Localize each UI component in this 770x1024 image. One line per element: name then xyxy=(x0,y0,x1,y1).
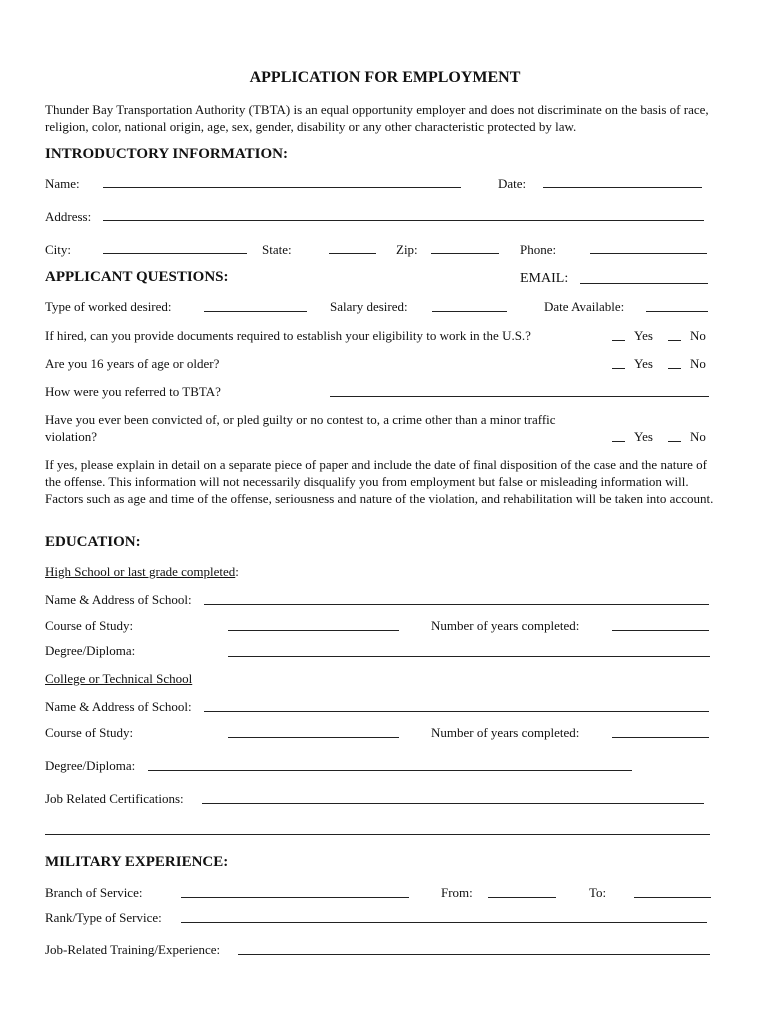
address-field[interactable] xyxy=(103,220,704,221)
certifications-field[interactable] xyxy=(202,803,704,804)
date-field[interactable] xyxy=(543,187,702,188)
convicted-yes-label: Yes xyxy=(634,429,653,444)
hs-degree-field[interactable] xyxy=(228,656,710,657)
convicted-no-blank[interactable] xyxy=(668,441,681,442)
college-degree-field[interactable] xyxy=(148,770,632,771)
explain-note: If yes, please explain in detail on a separate piece of paper and include the date of final disposition of the case and the nature of the offense. This information will not necessarily disqualify you from employment but false or misleading information will. Factors such as age and time of the offense, seriousness and nature of the violation, and rehabilitation will be taken into account. xyxy=(45,457,714,506)
college-school-field[interactable] xyxy=(204,711,709,712)
form-title: APPLICATION FOR EMPLOYMENT xyxy=(249,69,521,86)
college-years-label: Number of years completed: xyxy=(431,725,580,740)
work-type-label: Type of worked desired: xyxy=(45,299,172,314)
from-field[interactable] xyxy=(488,897,556,898)
documents-no-label: No xyxy=(690,328,706,343)
date-label: Date: xyxy=(498,176,527,191)
zip-label: Zip: xyxy=(396,242,418,257)
state-field[interactable] xyxy=(329,253,376,254)
age-yes-label: Yes xyxy=(634,356,653,371)
college-course-label: Course of Study: xyxy=(45,725,134,740)
high-school-heading: High School or last grade completed: xyxy=(45,564,239,579)
phone-field[interactable] xyxy=(590,253,707,254)
to-label: To: xyxy=(589,885,607,900)
documents-question: If hired, can you provide documents required to establish your eligibility to work in the U.S.? xyxy=(45,328,531,343)
zip-field[interactable] xyxy=(431,253,499,254)
address-label: Address: xyxy=(45,209,92,224)
training-label: Job-Related Training/Experience: xyxy=(45,942,221,957)
referred-question: How were you referred to TBTA? xyxy=(45,384,221,399)
age-no-blank[interactable] xyxy=(668,368,681,369)
work-type-field[interactable] xyxy=(204,311,307,312)
convicted-question: Have you ever been convicted of, or pled guilty or no contest to, a crime other than a minor traffic violation? xyxy=(45,412,556,444)
hs-school-field[interactable] xyxy=(204,604,709,605)
college-school-label: Name & Address of School: xyxy=(45,699,192,714)
from-label: From: xyxy=(441,885,473,900)
branch-field[interactable] xyxy=(181,897,409,898)
state-label: State: xyxy=(262,242,292,257)
intro-heading: INTRODUCTORY INFORMATION: xyxy=(45,146,288,162)
rank-label: Rank/Type of Service: xyxy=(45,910,162,925)
training-field[interactable] xyxy=(238,954,710,955)
documents-yes-blank[interactable] xyxy=(612,340,625,341)
email-label: EMAIL: xyxy=(520,271,569,286)
college-course-field[interactable] xyxy=(228,737,399,738)
college-heading: College or Technical School xyxy=(45,671,193,686)
age-question: Are you 16 years of age or older? xyxy=(45,356,220,371)
to-field[interactable] xyxy=(634,897,711,898)
hs-school-label: Name & Address of School: xyxy=(45,592,192,607)
hs-years-label: Number of years completed: xyxy=(431,618,580,633)
date-available-field[interactable] xyxy=(646,311,708,312)
college-degree-label: Degree/Diploma: xyxy=(45,758,136,773)
age-yes-blank[interactable] xyxy=(612,368,625,369)
rank-field[interactable] xyxy=(181,922,707,923)
hs-course-field[interactable] xyxy=(228,630,399,631)
salary-label: Salary desired: xyxy=(330,299,408,314)
documents-yes-label: Yes xyxy=(634,328,653,343)
applicant-heading: APPLICANT QUESTIONS: xyxy=(45,269,229,285)
education-heading: EDUCATION: xyxy=(45,534,141,550)
military-heading: MILITARY EXPERIENCE: xyxy=(45,854,229,870)
convicted-yes-blank[interactable] xyxy=(612,441,625,442)
hs-degree-label: Degree/Diploma: xyxy=(45,643,136,658)
hs-course-label: Course of Study: xyxy=(45,618,134,633)
certifications-field-line2[interactable] xyxy=(45,834,710,835)
city-label: City: xyxy=(45,242,72,257)
salary-field[interactable] xyxy=(432,311,507,312)
college-years-field[interactable] xyxy=(612,737,709,738)
eeo-statement: Thunder Bay Transportation Authority (TBTA) is an equal opportunity employer and does not discriminate on the basis of race, religion, color, national origin, age, sex, gender, disability or any other characteristic protected by law. xyxy=(45,102,709,134)
certifications-label: Job Related Certifications: xyxy=(45,791,184,806)
documents-no-blank[interactable] xyxy=(668,340,681,341)
name-field[interactable] xyxy=(103,187,461,188)
branch-label: Branch of Service: xyxy=(45,885,143,900)
convicted-no-label: No xyxy=(690,429,706,444)
referred-field[interactable] xyxy=(330,396,709,397)
city-field[interactable] xyxy=(103,253,247,254)
age-no-label: No xyxy=(690,356,706,371)
hs-years-field[interactable] xyxy=(612,630,709,631)
email-field[interactable] xyxy=(580,283,708,284)
name-label: Name: xyxy=(45,176,80,191)
date-available-label: Date Available: xyxy=(544,299,625,314)
phone-label: Phone: xyxy=(520,242,557,257)
